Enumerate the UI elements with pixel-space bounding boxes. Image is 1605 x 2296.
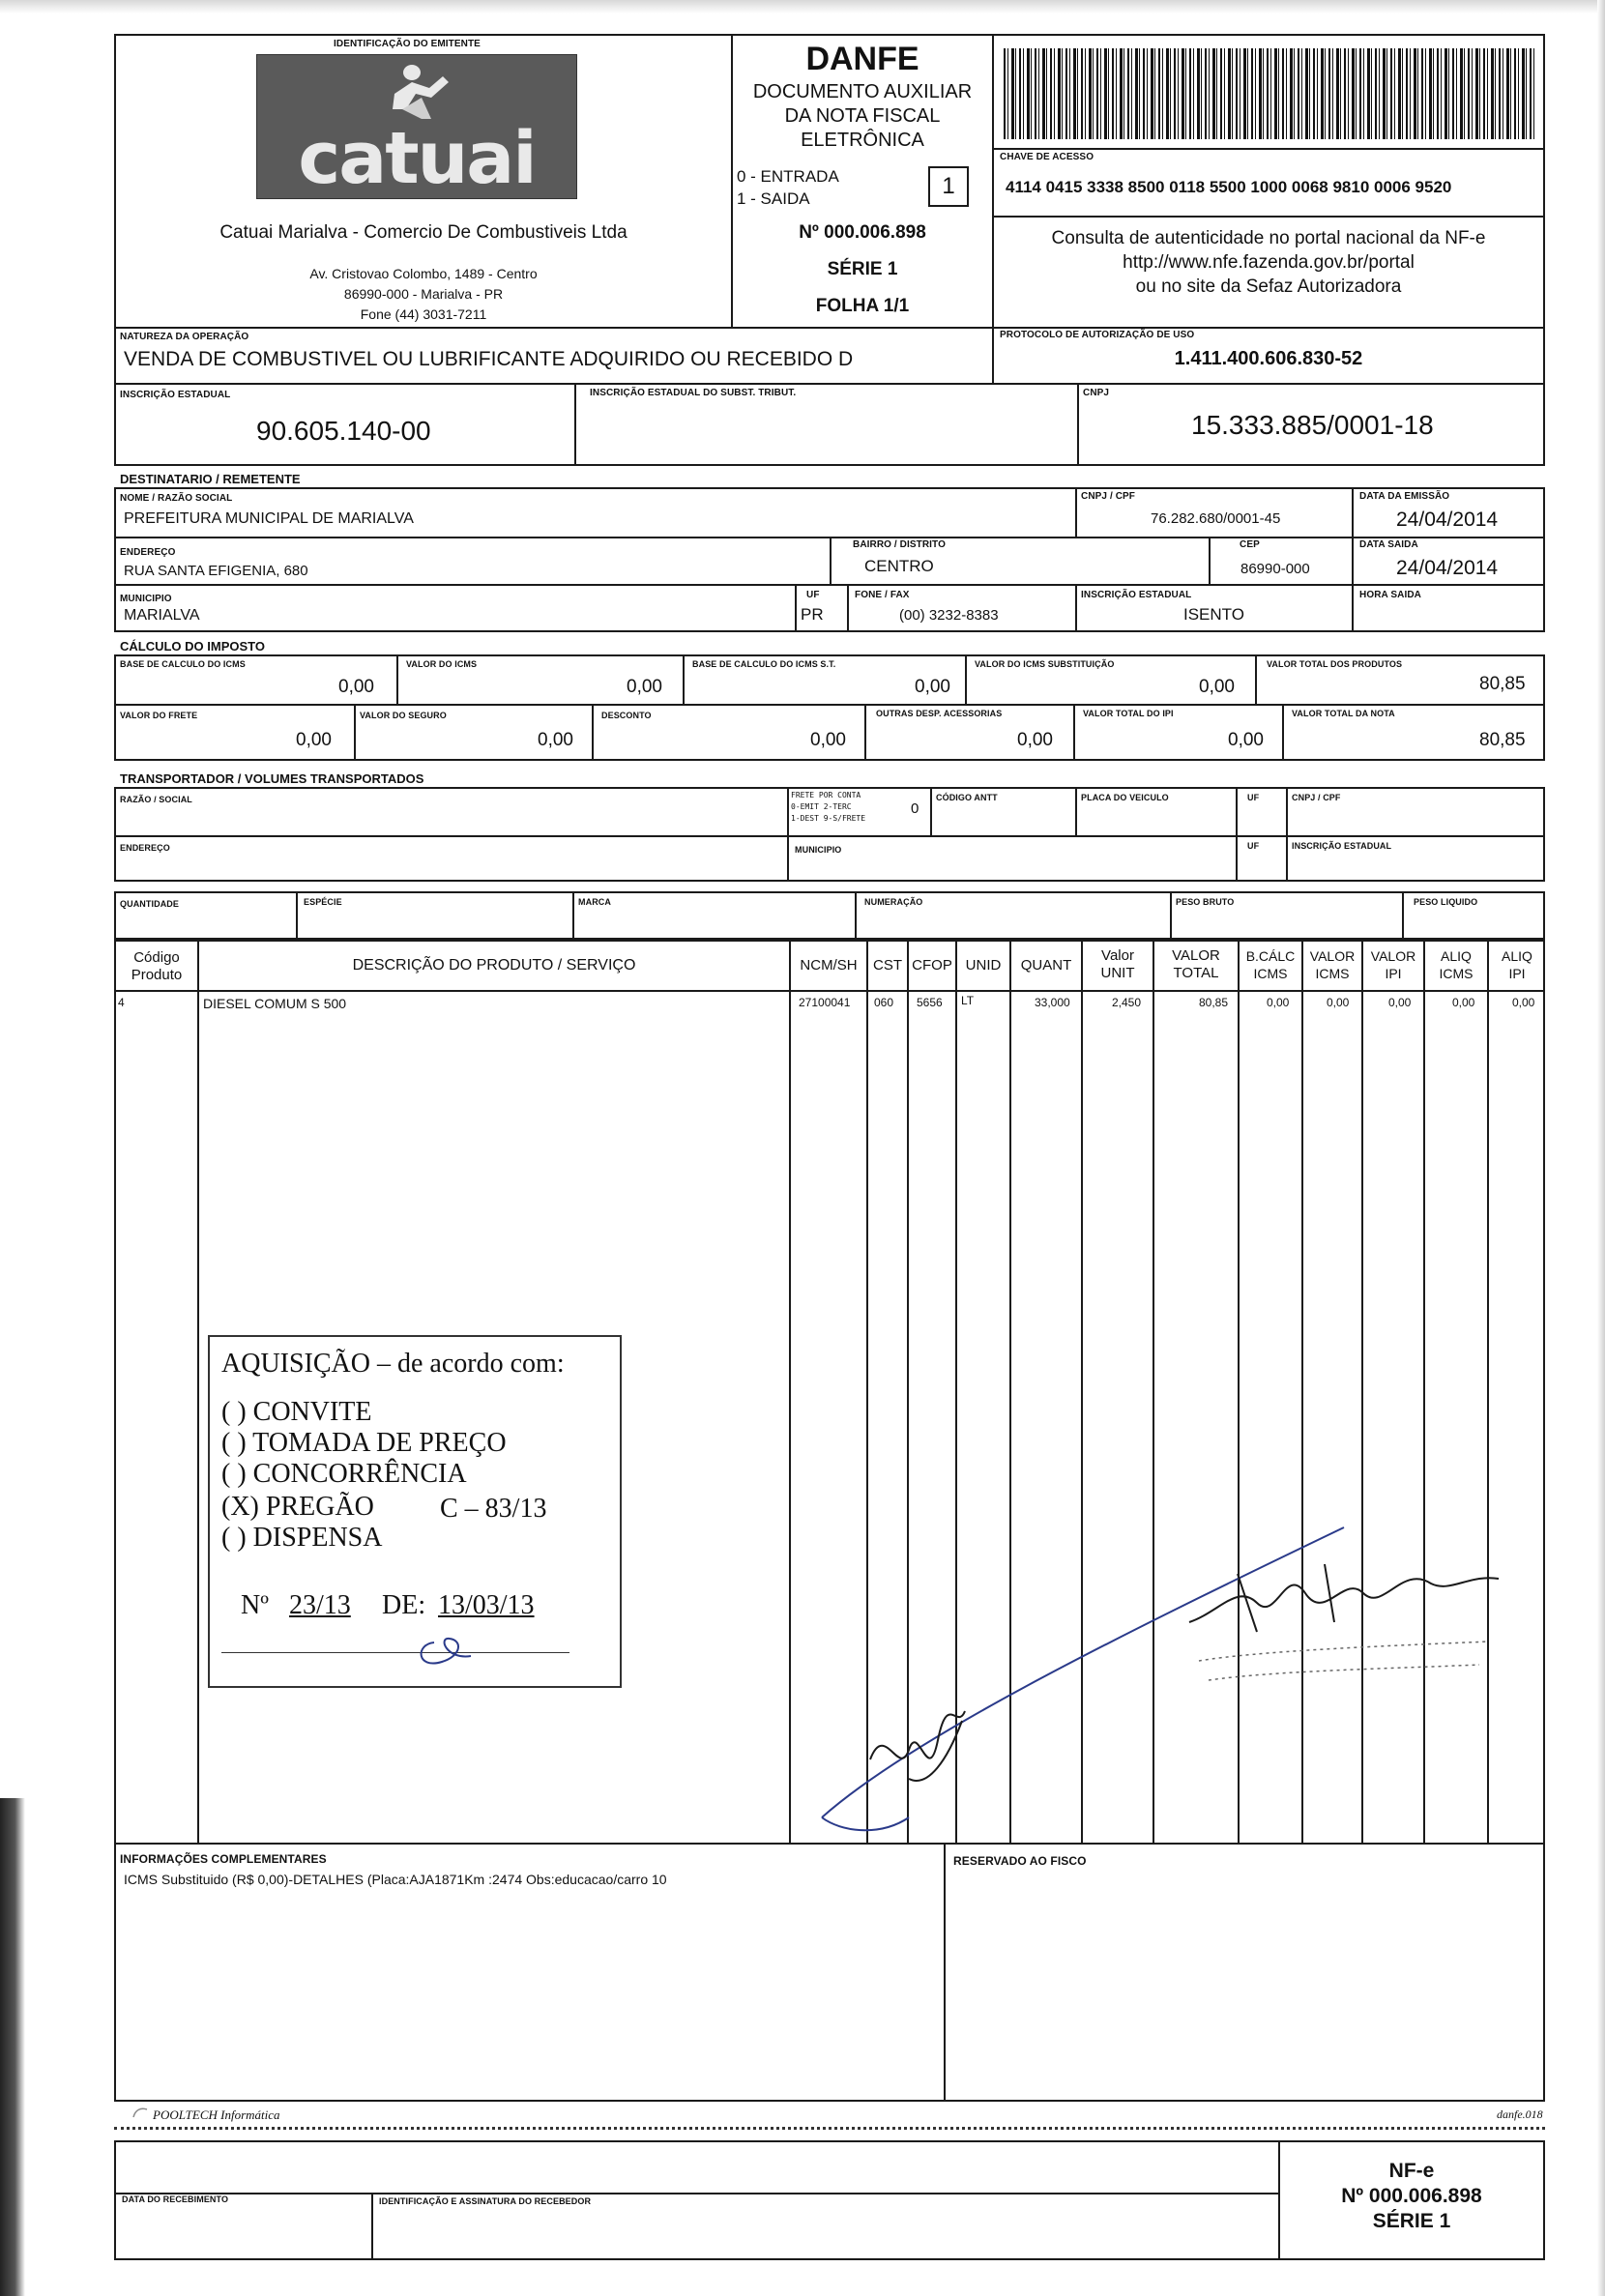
imp-v9 (1282, 704, 1284, 761)
footer-form: danfe.018 (1497, 2107, 1543, 2121)
item-vicms: 0,00 (1327, 996, 1350, 1009)
transportador-section: TRANSPORTADOR / VOLUMES TRANSPORTADOS (120, 771, 424, 786)
emitente-phone: Fone (44) 3031-7211 (360, 306, 487, 322)
entrada-label: 0 - ENTRADA (737, 167, 839, 186)
item-quant: 33,000 (1035, 996, 1070, 1009)
canhoto-v1 (371, 2193, 373, 2260)
item-aicms: 0,00 (1452, 996, 1475, 1009)
col-codigo-2: Produto (131, 967, 183, 983)
col-vicms-2: ICMS (1315, 966, 1350, 981)
trans-cnpj-label: CNPJ / CPF (1292, 793, 1341, 802)
col-v-aicms (1423, 938, 1425, 1845)
danfe-subtitle-3: ELETRÔNICA (801, 130, 924, 151)
imp-v8 (1073, 704, 1075, 761)
dest-vline-ie (1075, 584, 1077, 632)
danfe-title: DANFE (805, 41, 919, 77)
item-vunit: 2,450 (1112, 996, 1142, 1009)
col-cfop: CFOP (912, 957, 952, 974)
valor-icms-st: 0,00 (1199, 677, 1235, 697)
col-vipi-1: VALOR (1370, 948, 1416, 964)
valor-icms-label: VALOR DO ICMS (406, 659, 478, 669)
trans-razao-label: RAZÃO / SOCIAL (120, 795, 192, 804)
stamp-date-label: DE: (382, 1590, 426, 1620)
trans-v1 (787, 787, 789, 882)
cut-line (114, 2127, 1545, 2130)
info-value: ICMS Substituido (R$ 0,00)-DETALHES (Placa:AJA1871Km :2474 Obs:educacao/carro 10 (124, 1872, 667, 1887)
dest-cnpj: 76.282.680/0001-45 (1151, 510, 1281, 527)
vol-especie-label: ESPÉCIE (304, 897, 342, 907)
desconto-label: DESCONTO (601, 711, 652, 720)
col-bcicms-2: ICMS (1253, 966, 1288, 981)
total-nota: 80,85 (1479, 730, 1526, 750)
col-descricao: DESCRIÇÃO DO PRODUTO / SERVIÇO (352, 957, 636, 974)
imp-v1 (396, 654, 398, 704)
item-codigo: 4 (118, 996, 125, 1009)
col-aipi-2: IPI (1508, 966, 1526, 981)
trans-uf-label: UF (1247, 793, 1260, 802)
trans-ie-label: INSCRIÇÃO ESTADUAL (1292, 841, 1392, 851)
col-vicms-1: VALOR (1309, 948, 1356, 964)
vol-peso-bruto-label: PESO BRUTO (1176, 897, 1235, 907)
dest-cep: 86990-000 (1240, 561, 1310, 577)
fisco-box (944, 1843, 1545, 2102)
frete-conta-line2: 0-EMIT 2-TERC (791, 802, 852, 811)
item-bcicms: 0,00 (1267, 996, 1290, 1009)
cnpj-value: 15.333.885/0001-18 (1191, 410, 1434, 440)
stamp-num-value: 23/13 (289, 1590, 351, 1620)
dest-endereco: RUA SANTA EFIGENIA, 680 (124, 563, 308, 579)
item-ncm: 27100041 (799, 996, 851, 1009)
ie-value: 90.605.140-00 (256, 416, 431, 446)
dest-bairro: CENTRO (864, 557, 934, 575)
danfe-subtitle-2: DA NOTA FISCAL (784, 105, 941, 127)
col-aipi-1: ALIQ (1502, 948, 1532, 964)
base-icms-st-label: BASE DE CALCULO DO ICMS S.T. (692, 659, 836, 669)
trans-row-line (114, 835, 1545, 837)
emitente-logo (256, 54, 577, 199)
consulta-line-3: ou no site da Sefaz Autorizadora (1135, 276, 1402, 297)
valor-icms: 0,00 (627, 677, 662, 697)
dest-data-saida: 24/04/2014 (1396, 557, 1499, 579)
total-produtos-label: VALOR TOTAL DOS PRODUTOS (1267, 659, 1403, 669)
total-nota-label: VALOR TOTAL DA NOTA (1292, 709, 1395, 718)
col-aicms-1: ALIQ (1441, 948, 1472, 964)
stamp-pregao-code: C – 83/13 (440, 1494, 547, 1524)
dest-vline-cep (1209, 537, 1211, 584)
dest-uf: PR (801, 605, 824, 624)
imp-v2 (683, 654, 685, 704)
official-signature-icon (1180, 1545, 1528, 1690)
dest-data-emissao: 24/04/2014 (1396, 509, 1499, 531)
scan-top-shadow (0, 0, 1605, 14)
dest-data-emissao-label: DATA DA EMISSÃO (1359, 491, 1450, 502)
canhoto-row-line (114, 2193, 1280, 2194)
footer-software: POOLTECH Informática (153, 2107, 280, 2122)
canhoto-ident-label: IDENTIFICAÇÃO E ASSINATURA DO RECEBEDOR (379, 2196, 592, 2206)
dest-row-line-2 (114, 584, 1545, 586)
scan-right-shadow (1597, 0, 1605, 2296)
danfe-subtitle-1: DOCUMENTO AUXILIAR (752, 81, 973, 102)
tipo-value: 1 (942, 173, 955, 199)
dest-data-saida-label: DATA SAIDA (1359, 539, 1418, 550)
item-cst: 060 (874, 996, 894, 1009)
trans-v4 (1236, 787, 1238, 882)
col-v-desc (197, 938, 199, 1845)
ipi-label: VALOR TOTAL DO IPI (1083, 709, 1174, 718)
item-cfop: 5656 (917, 996, 943, 1009)
trans-endereco-label: ENDEREÇO (120, 843, 170, 853)
frete-conta-value: 0 (911, 800, 919, 817)
base-icms-label: BASE DE CALCULO DO ICMS (120, 659, 246, 669)
protocolo-label: PROTOCOLO DE AUTORIZAÇÃO DE USO (1000, 330, 1195, 340)
vol-peso-liquido-label: PESO LIQUIDO (1414, 897, 1478, 907)
col-v-ncm (789, 938, 791, 1845)
vol-v5 (1402, 891, 1404, 942)
ie-st-label: INSCRIÇÃO ESTADUAL DO SUBST. TRIBUT. (590, 388, 797, 398)
imp-v3 (965, 654, 967, 704)
frete-label: VALOR DO FRETE (120, 711, 198, 720)
produtos-header-line (114, 990, 1545, 992)
access-key-barcode (1004, 48, 1535, 139)
emitente-address-2: 86990-000 - Marialva - PR (343, 286, 504, 302)
trans-placa-label: PLACA DO VEICULO (1081, 793, 1169, 802)
vol-v1 (296, 891, 298, 942)
danfe-numero: Nº 000.006.898 (799, 222, 926, 243)
pooltech-logo-icon (131, 2106, 149, 2119)
col-aicms-2: ICMS (1439, 966, 1474, 981)
dest-fone-label: FONE / FAX (855, 590, 910, 600)
dest-bairro-label: BAIRRO / DISTRITO (853, 539, 946, 550)
imposto-row-line (114, 704, 1545, 706)
col-vtotal-2: TOTAL (1173, 965, 1219, 981)
protocolo-value: 1.411.400.606.830-52 (1174, 348, 1363, 369)
dest-vline-uf (795, 584, 797, 632)
frete: 0,00 (296, 730, 332, 750)
canhoto-serie: SÉRIE 1 (1372, 2210, 1451, 2232)
base-icms: 0,00 (338, 677, 374, 697)
stamp-num-label: Nº (241, 1590, 269, 1620)
consulta-line-1: Consulta de autenticidade no portal nacional da NF-e (1051, 228, 1486, 248)
outras-label: OUTRAS DESP. ACESSORIAS (876, 709, 1003, 718)
canhoto-numero: Nº 000.006.898 (1341, 2185, 1482, 2207)
canhoto-nfe: NF-e (1388, 2160, 1435, 2182)
seguro: 0,00 (538, 730, 573, 750)
col-codigo-1: Código (133, 949, 180, 966)
ie-label: INSCRIÇÃO ESTADUAL (120, 390, 231, 400)
dest-vline-fone (847, 584, 849, 632)
frete-conta-line3: 1-DEST 9-S/FRETE (791, 814, 866, 823)
col-unid: UNID (965, 957, 1002, 974)
dest-cnpj-label: CNPJ / CPF (1081, 491, 1136, 502)
stamp-opt-concorrencia: ( ) CONCORRÊNCIA (221, 1459, 467, 1489)
stamp-date-value: 13/03/13 (438, 1590, 535, 1620)
frete-conta-line1: FRETE POR CONTA (791, 791, 861, 799)
trans-v5 (1286, 787, 1288, 882)
col-bcicms-1: B.CÁLC (1245, 948, 1296, 964)
cnpj-label: CNPJ (1083, 388, 1110, 398)
natureza-value: VENDA DE COMBUSTIVEL OU LUBRIFICANTE ADQUIRIDO OU RECEBIDO D (124, 348, 854, 370)
col-vtotal-1: VALOR (1172, 947, 1220, 964)
dest-cep-label: CEP (1240, 539, 1260, 550)
info-label: INFORMAÇÕES COMPLEMENTARES (120, 1852, 327, 1866)
total-produtos: 80,85 (1479, 674, 1526, 694)
vol-v3 (855, 891, 857, 942)
stamp-title: AQUISIÇÃO – de acordo com: (221, 1349, 565, 1379)
stamp-underline (221, 1652, 569, 1653)
col-ncm: NCM/SH (800, 957, 858, 974)
danfe-folha: FOLHA 1/1 (815, 296, 910, 316)
dest-vline-cnpj (1075, 487, 1077, 537)
col-vipi-2: IPI (1385, 966, 1402, 981)
trans-v2 (930, 787, 932, 835)
dest-vline-bairro (830, 537, 832, 584)
initials-scribble-icon (403, 1623, 490, 1671)
dest-municipio: MARIALVA (124, 607, 200, 624)
imposto-section: CÁLCULO DO IMPOSTO (120, 639, 265, 654)
desconto: 0,00 (810, 730, 846, 750)
stamp-opt-tomada: ( ) TOMADA DE PREÇO (221, 1428, 507, 1458)
emitente-address-1: Av. Cristovao Colombo, 1489 - Centro (309, 266, 538, 281)
item-aipi: 0,00 (1512, 996, 1535, 1009)
logo-wordmark: catuai (298, 117, 536, 200)
dest-nome-label: NOME / RAZÃO SOCIAL (120, 493, 233, 504)
stamp-opt-convite: ( ) CONVITE (221, 1397, 372, 1427)
imp-v4 (1255, 654, 1257, 704)
dest-uf-label: UF (806, 590, 820, 600)
chave-value: 4114 0415 3338 8500 0118 5500 1000 0068 9810 0006 9520 (1006, 178, 1452, 196)
natureza-label: NATUREZA DA OPERAÇÃO (120, 332, 249, 342)
chave-label: CHAVE DE ACESSO (1000, 152, 1094, 162)
vol-marca-label: MARCA (578, 897, 611, 907)
imp-v5 (354, 704, 356, 761)
dest-nome: PREFEITURA MUNICIPAL DE MARIALVA (124, 510, 414, 527)
col-vunit-1: Valor (1101, 947, 1134, 964)
dest-endereco-label: ENDEREÇO (120, 547, 176, 558)
base-icms-st: 0,00 (915, 677, 950, 697)
valor-icms-st-label: VALOR DO ICMS SUBSTITUIÇÃO (975, 659, 1115, 669)
vol-quantidade-label: QUANTIDADE (120, 899, 179, 909)
ipi: 0,00 (1228, 730, 1264, 750)
trans-uf2-label: UF (1247, 841, 1260, 851)
item-vtotal: 80,85 (1199, 996, 1229, 1009)
imp-v7 (864, 704, 866, 761)
trans-antt-label: CÓDIGO ANTT (936, 793, 998, 802)
vol-v2 (572, 891, 574, 942)
dest-ie-label: INSCRIÇÃO ESTADUAL (1081, 590, 1192, 600)
vol-v4 (1170, 891, 1172, 942)
col-vunit-2: UNIT (1100, 965, 1135, 981)
trans-v3 (1075, 787, 1077, 835)
col-v-aipi (1487, 938, 1489, 1845)
trans-municipio-label: MUNICIPIO (795, 845, 842, 855)
emitente-header-label: IDENTIFICAÇÃO DO EMITENTE (334, 39, 481, 49)
dest-ie: ISENTO (1183, 605, 1244, 624)
item-unid: LT (961, 994, 975, 1007)
fisco-label: RESERVADO AO FISCO (953, 1854, 1087, 1868)
stamp-opt-pregao: (X) PREGÃO (221, 1492, 374, 1522)
aquisicao-stamp (208, 1335, 622, 1688)
consulta-line-2: http://www.nfe.fazenda.gov.br/portal (1123, 252, 1415, 273)
dest-hora-saida-label: HORA SAIDA (1359, 590, 1421, 600)
dest-municipio-label: MUNICIPIO (120, 594, 172, 604)
seguro-label: VALOR DO SEGURO (360, 711, 447, 720)
stamp-opt-dispensa: ( ) DISPENSA (221, 1523, 383, 1553)
destinatario-section: DESTINATARIO / REMETENTE (120, 472, 301, 486)
item-descricao: DIESEL COMUM S 500 (203, 996, 347, 1011)
canhoto-data-label: DATA DO RECEBIMENTO (122, 2194, 229, 2204)
col-quant: QUANT (1020, 957, 1072, 974)
outras: 0,00 (1017, 730, 1053, 750)
saida-label: 1 - SAIDA (737, 189, 810, 208)
vol-numeracao-label: NUMERAÇÃO (864, 897, 923, 907)
dest-vline-date (1352, 487, 1354, 632)
dest-fone: (00) 3232-8383 (899, 607, 999, 624)
scan-left-edge (0, 1798, 25, 2296)
imp-v6 (592, 704, 594, 761)
item-vipi: 0,00 (1388, 996, 1412, 1009)
col-cst: CST (873, 957, 902, 974)
emitente-name: Catuai Marialva - Comercio De Combustiveis Ltda (219, 222, 627, 243)
danfe-serie: SÉRIE 1 (827, 259, 898, 279)
tipo-box (928, 166, 969, 207)
